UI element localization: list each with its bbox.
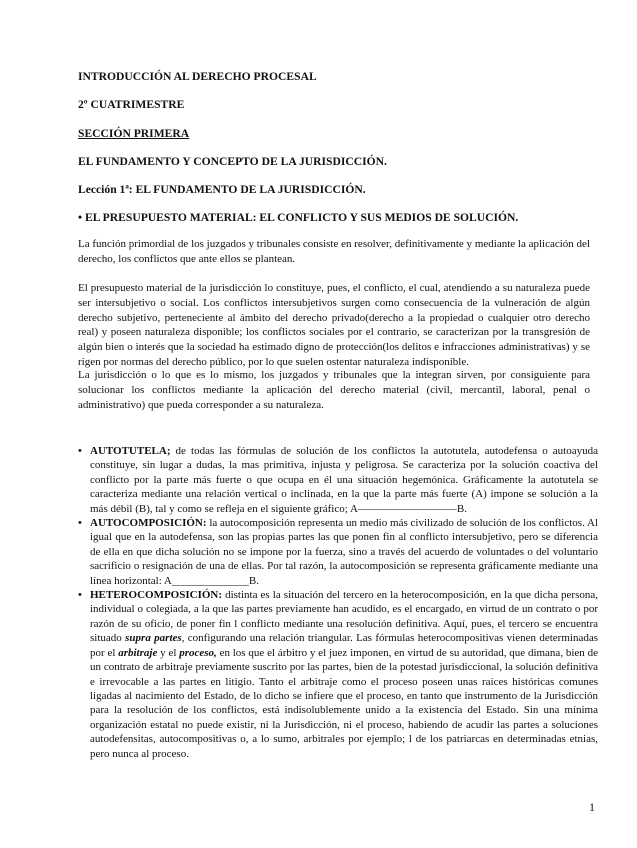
text-heterocomposicion-4: en los que el árbitro y el juez imponen, en virtud de su autoridad, que dimana, bien de un contrato de arbitraje previamente suscrito por las partes, bien de la potestad jurisdiccional, la solución definitiva e irrevocable a las partes en litigio. Tanto el arbitraje como el proceso poseen unas raíces históricas comunes ligadas al nacimiento del Estado, de lo dicho se infiere que el proceso, en tanto que instrumento de la Jurisdicción para la resolución de los conflictos, está indisolublemente unido a la existencia del Estado. Sin una mínima organización estatal no puede existir, ni la Jurisdicción, ni el proceso, habiendo de acudir las partes a soluciones autodefensitas, autocompositivas o, a lo sumo, arbitrales por ejemplo; l de los patriarcas en determinadas etnias, pero nunca al proceso. bbox=[90, 646, 598, 760]
text-heterocomposicion-3: y el bbox=[157, 646, 180, 659]
term-heading: 2º CUATRIMESTRE bbox=[78, 98, 185, 111]
document-title: INTRODUCCIÓN AL DERECHO PROCESAL bbox=[78, 70, 317, 83]
text-heterocomposicion-1: distinta es la situación del tercero en la heterocomposición, en la que dicha persona, individual o colegiada, a la que las partes previamente han acudido, es el encargado, en virtud de un contrato o por razón de su oficio, de poner fin l conflicto mediante una resolución definitiva. Aquí, pues, el tercero se encuentra situado bbox=[90, 589, 598, 645]
section-heading: SECCIÓN PRIMERA bbox=[78, 127, 190, 140]
text-heterocomposicion-2: , configurando una relación triangular. Las fórmulas heterocompositivas vienen determinadas por el bbox=[90, 632, 598, 659]
paragraph-jurisdiction: La jurisdicción o lo que es lo mismo, los juzgados y tribunales que la integran sirven, por consiguiente para solucionar los conflictos mediante la aplicación del derecho material (civil, mercantil, laboral, penal o administrativo) que pueda corresponder a su naturaleza. bbox=[78, 369, 590, 411]
bullet-icon: • bbox=[78, 589, 82, 602]
solution-methods-list bbox=[78, 444, 598, 761]
text-autocomposicion: la autocomposición representa un medio más civilizado de solución de los conflictos. Al igual que en la autodefensa, son las propias partes las que ponen fin al conflicto intersubjetivo, pero se diferencia de ella en que dicha solución no se impone por la fuerza, sino a través del acuerdo de voluntades o del voluntario sacrificio o resignación de una de ellas. Por tal razón, la autocomposición se representa gráficamente mediante una línea horizontal: A______________B. bbox=[90, 517, 598, 587]
term-autocomposicion: AUTOCOMPOSICIÓN: bbox=[90, 517, 207, 530]
subsection-heading: • EL PRESUPUESTO MATERIAL: EL CONFLICTO Y SUS MEDIOS DE SOLUCIÓN. bbox=[78, 211, 519, 224]
emphasis-supra-partes: supra partes bbox=[125, 632, 182, 645]
list-item-autotutela bbox=[78, 444, 598, 516]
paragraph-intro: La función primordial de los juzgados y tribunales consiste en resolver, definitivamente y mediante la aplicación del derecho, los conflictos que ante ellos se plantean. bbox=[78, 238, 590, 265]
bullet-icon: • bbox=[78, 517, 82, 530]
list-item-autocomposicion bbox=[78, 516, 598, 588]
list-item-heterocomposicion bbox=[78, 588, 598, 761]
term-heterocomposicion: HETEROCOMPOSICIÓN: bbox=[90, 589, 223, 602]
paragraph-conflict: El presupuesto material de la jurisdicción lo constituye, pues, el conflicto, el cual, atendiendo a su naturaleza puede ser intersubjetivo o social. Los conflictos intersubjetivos surgen como consecuencia de la vulneración de algún derecho subjetivo, perteneciente al ámbito del derecho privado(derecho a la propiedad o cualquier otro derecho real) y poseen naturaleza disponible; los conflictos sociales por el contrario, se caracterizan por la transgresión de algún bien o interés que la sociedad ha estimado digno de protección(los delitos e infracciones administrativas) y se rigen por normas del derecho público, por lo que suelen ostentar naturaleza indisponible. bbox=[78, 282, 590, 368]
emphasis-arbitraje: arbitraje bbox=[118, 646, 158, 659]
emphasis-proceso: proceso, bbox=[179, 646, 217, 659]
term-autotutela: AUTOTUTELA; bbox=[90, 445, 171, 457]
page-number: 1 bbox=[589, 800, 595, 814]
lesson-heading: Lección 1ª: EL FUNDAMENTO DE LA JURISDICCIÓN. bbox=[78, 183, 366, 196]
bullet-icon: • bbox=[78, 445, 82, 457]
text-autotutela: de todas las fórmulas de solución de los conflictos la autotutela, autodefensa o autoayuda constituye, sin lugar a dudas, la mas primitiva, injusta y peligrosa. Se caracteriza por la solución coactiva del conflicto por la parte más fuerte o que ocupa en él una situación hegemónica. Gráficamente la autotutela se caracteriza mediante una relación vertical o inclinada, en la que la parte más fuerte (A) impone se solución a la más débil (B), tal y como se refleja en el siguiente gráfico; A—————————B. bbox=[90, 445, 598, 515]
topic-heading: EL FUNDAMENTO Y CONCEPTO DE LA JURISDICCIÓN. bbox=[78, 155, 387, 168]
